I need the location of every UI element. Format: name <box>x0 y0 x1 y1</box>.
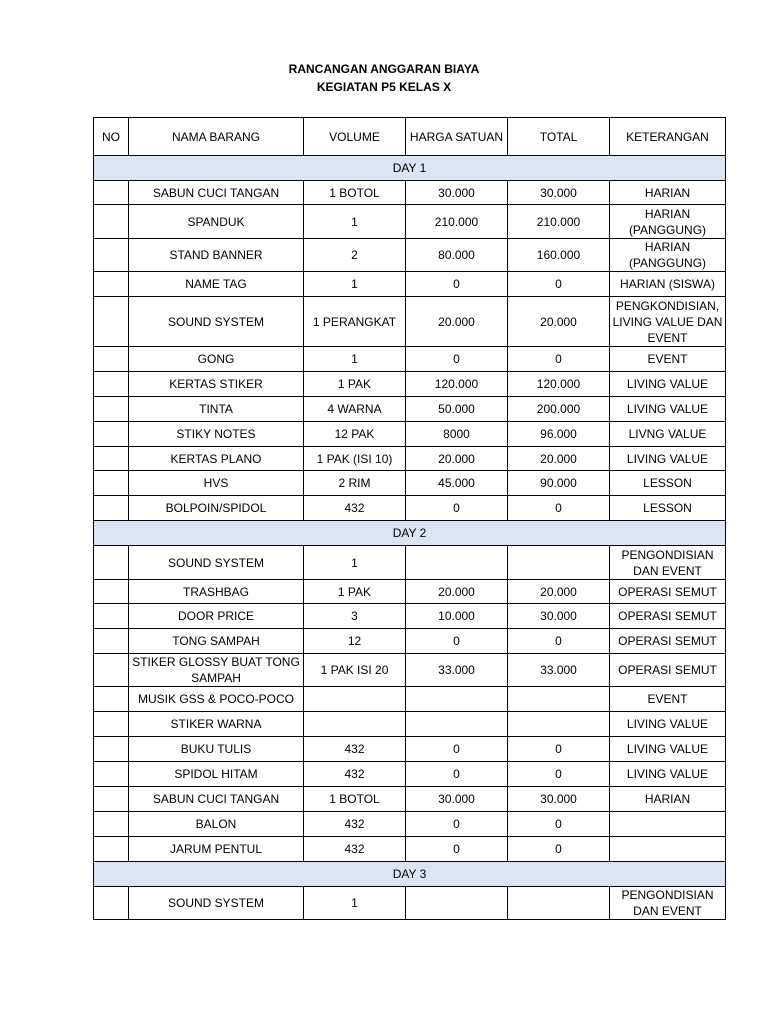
cell-total: 30.000 <box>508 604 610 629</box>
cell-keterangan: PENGONDISIAN DAN EVENT <box>610 546 726 580</box>
cell-nama: SPANDUK <box>129 205 304 239</box>
cell-keterangan: LIVING VALUE <box>610 737 726 762</box>
cell-nama: KERTAS PLANO <box>129 447 304 471</box>
cell-nama: KERTAS STIKER <box>129 372 304 397</box>
cell-nama: STIKY NOTES <box>129 422 304 447</box>
cell-harga: 210.000 <box>406 205 508 239</box>
cell-keterangan: EVENT <box>610 687 726 712</box>
cell-total: 200.000 <box>508 397 610 422</box>
header-keterangan: KETERANGAN <box>610 118 726 156</box>
cell-no <box>94 397 129 422</box>
cell-harga <box>406 687 508 712</box>
table-row <box>94 687 726 712</box>
cell-total: 20.000 <box>508 447 610 471</box>
cell-volume: 432 <box>304 762 406 787</box>
document-subtitle: KEGIATAN P5 KELAS X <box>316 80 452 94</box>
cell-nama: SABUN CUCI TANGAN <box>129 787 304 812</box>
cell-nama: NAME TAG <box>129 272 304 297</box>
cell-nama: DOOR PRICE <box>129 604 304 629</box>
cell-keterangan: OPERASI SEMUT <box>610 580 726 604</box>
cell-harga: 0 <box>406 837 508 862</box>
cell-harga: 10.000 <box>406 604 508 629</box>
cell-nama: STIKER GLOSSY BUAT TONG SAMPAH <box>129 654 304 687</box>
cell-volume: 1 BOTOL <box>304 787 406 812</box>
cell-volume: 1 PAK ISI 20 <box>304 654 406 687</box>
cell-total: 20.000 <box>508 297 610 347</box>
cell-no <box>94 604 129 629</box>
cell-total: 90.000 <box>508 471 610 496</box>
cell-no <box>94 787 129 812</box>
cell-nama: SPIDOL HITAM <box>129 762 304 787</box>
cell-total <box>508 687 610 712</box>
cell-nama: STAND BANNER <box>129 239 304 272</box>
cell-no <box>94 471 129 496</box>
cell-total: 0 <box>508 272 610 297</box>
table-row <box>94 654 726 687</box>
cell-volume: 432 <box>304 496 406 521</box>
cell-no <box>94 272 129 297</box>
cell-volume: 3 <box>304 604 406 629</box>
cell-no <box>94 181 129 205</box>
cell-nama: BALON <box>129 812 304 837</box>
cell-harga: 33.000 <box>406 654 508 687</box>
cell-harga: 20.000 <box>406 297 508 347</box>
table-row <box>94 604 726 629</box>
cell-total: 0 <box>508 629 610 654</box>
cell-harga <box>406 546 508 580</box>
cell-keterangan: LIVING VALUE <box>610 712 726 737</box>
table-row <box>94 737 726 762</box>
cell-harga: 50.000 <box>406 397 508 422</box>
table-row <box>94 239 726 272</box>
cell-keterangan: HARIAN <box>610 787 726 812</box>
cell-nama: SOUND SYSTEM <box>129 297 304 347</box>
cell-no <box>94 837 129 862</box>
cell-volume: 12 <box>304 629 406 654</box>
cell-keterangan: LIVING VALUE <box>610 397 726 422</box>
cell-total: 0 <box>508 496 610 521</box>
table-row <box>94 471 726 496</box>
cell-keterangan: PENGKONDISIAN, LIVING VALUE DAN EVENT <box>610 297 726 347</box>
cell-no <box>94 496 129 521</box>
cell-total <box>508 887 610 920</box>
cell-keterangan: LIVING VALUE <box>610 372 726 397</box>
cell-harga: 0 <box>406 629 508 654</box>
cell-no <box>94 687 129 712</box>
cell-harga: 0 <box>406 347 508 372</box>
cell-nama: TINTA <box>129 397 304 422</box>
table-row <box>94 205 726 239</box>
cell-total: 30.000 <box>508 181 610 205</box>
cell-volume: 4 WARNA <box>304 397 406 422</box>
header-no: NO <box>94 118 129 156</box>
cell-nama: BUKU TULIS <box>129 737 304 762</box>
table-row <box>94 181 726 205</box>
cell-keterangan <box>610 837 726 862</box>
cell-no <box>94 546 129 580</box>
cell-no <box>94 580 129 604</box>
cell-harga: 20.000 <box>406 580 508 604</box>
day-label: DAY 1 <box>94 156 726 181</box>
cell-harga <box>406 712 508 737</box>
cell-keterangan: LESSON <box>610 496 726 521</box>
table-row <box>94 629 726 654</box>
cell-harga: 0 <box>406 762 508 787</box>
cell-keterangan: LESSON <box>610 471 726 496</box>
table-row <box>94 372 726 397</box>
cell-volume <box>304 712 406 737</box>
table-row <box>94 546 726 580</box>
day-row <box>94 521 726 546</box>
table-row <box>94 762 726 787</box>
cell-harga: 30.000 <box>406 787 508 812</box>
cell-volume: 1 PAK <box>304 580 406 604</box>
cell-nama: GONG <box>129 347 304 372</box>
cell-no <box>94 762 129 787</box>
cell-volume: 1 <box>304 205 406 239</box>
table-row <box>94 297 726 347</box>
cell-volume: 432 <box>304 837 406 862</box>
day-row <box>94 156 726 181</box>
cell-no <box>94 712 129 737</box>
cell-nama: MUSIK GSS & POCO-POCO <box>129 687 304 712</box>
cell-keterangan: OPERASI SEMUT <box>610 654 726 687</box>
cell-keterangan: OPERASI SEMUT <box>610 629 726 654</box>
table-row <box>94 397 726 422</box>
budget-table <box>93 117 726 920</box>
cell-harga: 80.000 <box>406 239 508 272</box>
cell-nama: BOLPOIN/SPIDOL <box>129 496 304 521</box>
cell-no <box>94 887 129 920</box>
cell-keterangan: HARIAN (PANGGUNG) <box>610 205 726 239</box>
cell-harga: 0 <box>406 812 508 837</box>
document-title: RANCANGAN ANGGARAN BIAYA <box>288 62 480 76</box>
cell-volume: 1 <box>304 887 406 920</box>
header-total: TOTAL <box>508 118 610 156</box>
cell-no <box>94 347 129 372</box>
cell-total: 0 <box>508 837 610 862</box>
cell-volume: 1 <box>304 347 406 372</box>
cell-harga: 20.000 <box>406 447 508 471</box>
header-nama-barang: NAMA BARANG <box>129 118 304 156</box>
cell-keterangan: LIVNG VALUE <box>610 422 726 447</box>
cell-keterangan: PENGONDISIAN DAN EVENT <box>610 887 726 920</box>
cell-no <box>94 737 129 762</box>
table-row <box>94 812 726 837</box>
cell-nama: HVS <box>129 471 304 496</box>
cell-nama: STIKER WARNA <box>129 712 304 737</box>
cell-total: 0 <box>508 812 610 837</box>
cell-keterangan: EVENT <box>610 347 726 372</box>
cell-volume: 432 <box>304 737 406 762</box>
cell-no <box>94 447 129 471</box>
cell-volume <box>304 687 406 712</box>
cell-no <box>94 239 129 272</box>
table-row <box>94 837 726 862</box>
cell-total <box>508 712 610 737</box>
cell-no <box>94 372 129 397</box>
cell-total: 210.000 <box>508 205 610 239</box>
table-row <box>94 447 726 471</box>
day-label: DAY 2 <box>94 521 726 546</box>
cell-volume: 2 <box>304 239 406 272</box>
cell-volume: 1 PAK <box>304 372 406 397</box>
table-row <box>94 496 726 521</box>
cell-keterangan <box>610 812 726 837</box>
cell-total: 0 <box>508 762 610 787</box>
cell-total: 0 <box>508 347 610 372</box>
table-row <box>94 712 726 737</box>
cell-no <box>94 629 129 654</box>
cell-total: 0 <box>508 737 610 762</box>
cell-harga: 0 <box>406 272 508 297</box>
header-harga-satuan: HARGA SATUAN <box>406 118 508 156</box>
table-row <box>94 887 726 920</box>
cell-volume: 2 RIM <box>304 471 406 496</box>
cell-no <box>94 812 129 837</box>
cell-harga: 45.000 <box>406 471 508 496</box>
day-label: DAY 3 <box>94 862 726 887</box>
cell-volume: 432 <box>304 812 406 837</box>
cell-volume: 1 BOTOL <box>304 181 406 205</box>
table-row <box>94 272 726 297</box>
cell-nama: SABUN CUCI TANGAN <box>129 181 304 205</box>
cell-nama: SOUND SYSTEM <box>129 887 304 920</box>
cell-harga: 8000 <box>406 422 508 447</box>
cell-harga: 0 <box>406 496 508 521</box>
cell-volume: 12 PAK <box>304 422 406 447</box>
cell-no <box>94 205 129 239</box>
cell-volume: 1 <box>304 546 406 580</box>
table-row <box>94 787 726 812</box>
cell-total: 30.000 <box>508 787 610 812</box>
cell-nama: TONG SAMPAH <box>129 629 304 654</box>
cell-total: 120.000 <box>508 372 610 397</box>
cell-keterangan: LIVING VALUE <box>610 762 726 787</box>
table-row <box>94 580 726 604</box>
cell-harga <box>406 887 508 920</box>
cell-volume: 1 PERANGKAT <box>304 297 406 347</box>
table-row <box>94 422 726 447</box>
day-row <box>94 862 726 887</box>
cell-harga: 120.000 <box>406 372 508 397</box>
cell-no <box>94 654 129 687</box>
cell-no <box>94 297 129 347</box>
cell-keterangan: HARIAN <box>610 181 726 205</box>
cell-keterangan: OPERASI SEMUT <box>610 604 726 629</box>
header-row <box>94 118 726 156</box>
cell-total <box>508 546 610 580</box>
cell-harga: 30.000 <box>406 181 508 205</box>
cell-total: 20.000 <box>508 580 610 604</box>
cell-volume: 1 <box>304 272 406 297</box>
cell-nama: SOUND SYSTEM <box>129 546 304 580</box>
header-volume: VOLUME <box>304 118 406 156</box>
cell-harga: 0 <box>406 737 508 762</box>
cell-nama: JARUM PENTUL <box>129 837 304 862</box>
cell-keterangan: LIVING VALUE <box>610 447 726 471</box>
cell-total: 96.000 <box>508 422 610 447</box>
cell-no <box>94 422 129 447</box>
cell-keterangan: HARIAN (PANGGUNG) <box>610 239 726 272</box>
cell-keterangan: HARIAN (SISWA) <box>610 272 726 297</box>
table-row <box>94 347 726 372</box>
cell-nama: TRASHBAG <box>129 580 304 604</box>
cell-total: 33.000 <box>508 654 610 687</box>
cell-volume: 1 PAK (ISI 10) <box>304 447 406 471</box>
cell-total: 160.000 <box>508 239 610 272</box>
